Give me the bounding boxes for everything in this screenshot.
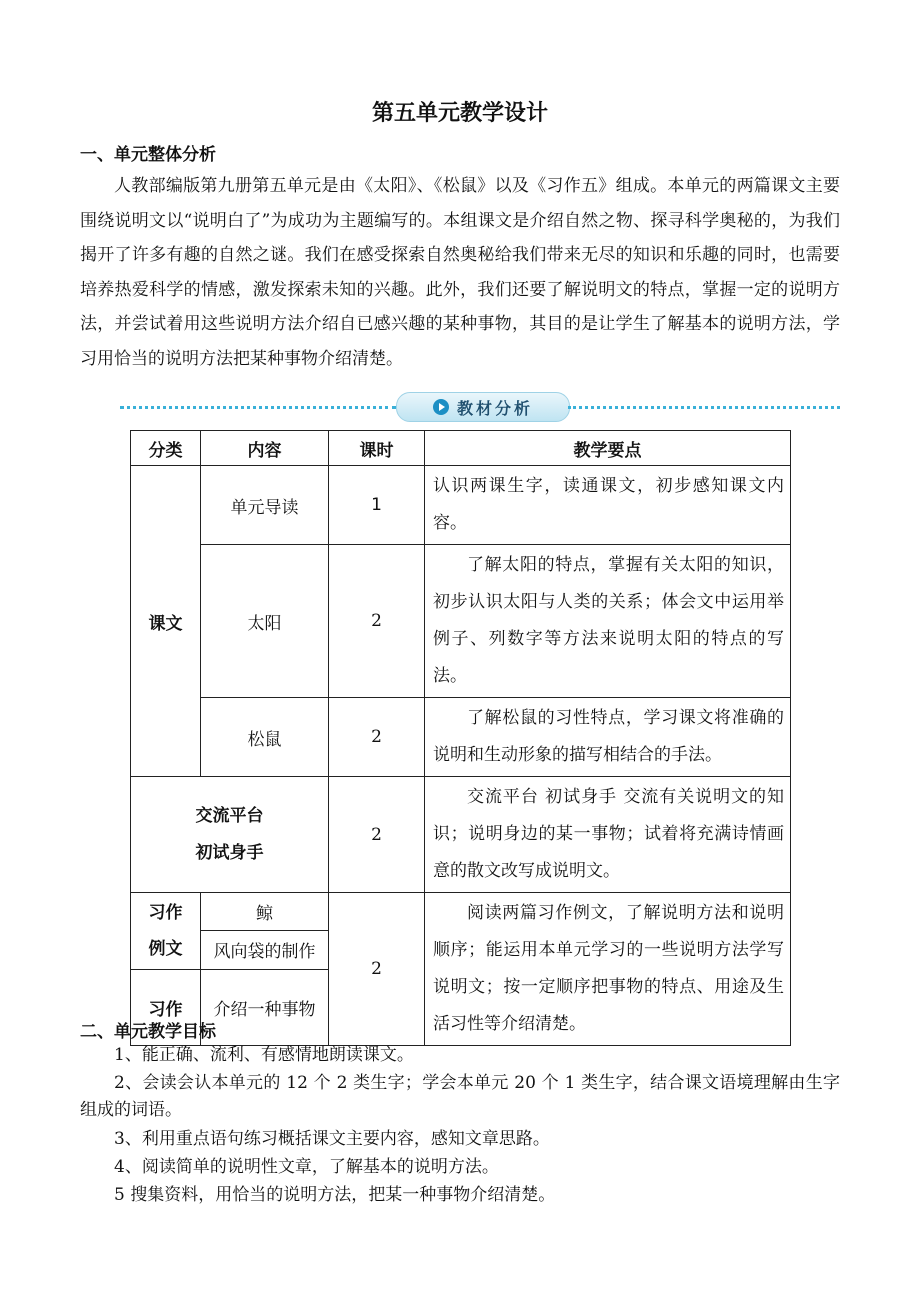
- category-example: [131, 893, 201, 970]
- dotted-divider-right: [568, 406, 840, 409]
- textbook-analysis-table: [130, 430, 791, 1046]
- table-row: [131, 545, 791, 698]
- table-row: [131, 466, 791, 545]
- points-cell: 了解太阳的特点，掌握有关太阳的知识，初步认识太阳与人类的关系；体会文中运用举例子、列数字等方法来说明太阳的特点的写法。: [425, 545, 791, 698]
- section-heading-goals: 二、单元教学目标: [80, 1022, 216, 1042]
- table-row: [131, 893, 791, 931]
- category-kewen: 课文: [131, 466, 201, 777]
- points-cell: 认识两课生字，读通课文，初步感知课文内容。: [425, 466, 791, 545]
- category-example-line1: 习作: [148, 903, 183, 923]
- hours-cell: 2: [329, 777, 425, 893]
- page-title: 第五单元教学设计: [371, 101, 548, 126]
- textbook-analysis-banner: [120, 392, 840, 422]
- section-heading-analysis: 一、单元整体分析: [80, 145, 216, 165]
- hours-cell: 2: [329, 893, 425, 1046]
- hours-cell: 2: [329, 698, 425, 777]
- banner-label: 教材分析: [456, 398, 533, 418]
- table-header-row: [131, 431, 791, 466]
- goal-item: 3、利用重点语句练习概括课文主要内容，感知文章思路。: [114, 1129, 550, 1149]
- goal-item: 2、会读会认本单元的 12 个 2 类生字；学会本单元 20 个 1 类生字，结合课文语境理解由生字组成的词语。: [80, 1073, 840, 1120]
- content-cell: 单元导读: [201, 466, 329, 545]
- goal-item: 1、能正确、流利、有感情地朗读课文。: [114, 1045, 414, 1065]
- content-cell: 松鼠: [201, 698, 329, 777]
- goal-item: 5 搜集资料，用恰当的说明方法，把某一种事物介绍清楚。: [114, 1185, 556, 1205]
- header-content: 内容: [201, 431, 329, 466]
- points-cell: 了解松鼠的习性特点，学习课文将准确的说明和生动形象的描写相结合的手法。: [425, 698, 791, 777]
- content-cell: 鲸: [201, 893, 329, 931]
- category-jiaoliu-line2: 初试身手: [195, 842, 264, 863]
- banner-pill: [396, 392, 570, 422]
- dotted-divider-left: [120, 406, 396, 409]
- category-jiaoliu-line1: 交流平台: [195, 805, 264, 826]
- points-cell: 交流平台 初试身手 交流有关说明文的知识；说明身边的某一事物；试着将充满诗情画意的散文改写成说明文。: [425, 777, 791, 893]
- analysis-paragraph: 人教部编版第九册第五单元是由《太阳》、《松鼠》以及《习作五》组成。本单元的两篇课文主要围绕说明文以“说明白了”为成功为主题编写的。本组课文是介绍自然之物、探寻科学奥秘的，为我们揭开了许多有趣的自然之谜。我们在感受探索自然奥秘给我们带来无尽的知识和乐趣的同时，也需要培养热爱科学的情感，激发探索未知的兴趣。此外，我们还要了解说明文的特点，掌握一定的说明方法，并尝试着用这些说明方法介绍自已感兴趣的某种事物，其目的是让学生了解基本的说明方法，学习用恰当的说明方法把某种事物介绍清楚。: [80, 176, 840, 369]
- points-cell: 阅读两篇习作例文，了解说明方法和说明顺序；能运用本单元学习的一些说明方法学写说明文；按一定顺序把事物的特点、用途及生活习性等介绍清楚。: [425, 893, 791, 1046]
- category-jiaoliu: [131, 777, 329, 893]
- content-cell: 风向袋的制作: [201, 930, 329, 969]
- goal-item: 4、阅读简单的说明性文章，了解基本的说明方法。: [114, 1157, 499, 1177]
- category-example-line2: 例文: [148, 939, 183, 959]
- hours-cell: 2: [329, 545, 425, 698]
- arrow-right-icon: [433, 399, 449, 415]
- table-row: [131, 698, 791, 777]
- content-cell: 介绍一种事物: [201, 970, 329, 1046]
- content-cell: 太阳: [201, 545, 329, 698]
- category-writing: 习作: [131, 970, 201, 1046]
- hours-cell: 1: [329, 466, 425, 545]
- table-row: [131, 777, 791, 893]
- header-hours: 课时: [329, 431, 425, 466]
- header-points: 教学要点: [425, 431, 791, 466]
- header-category: 分类: [131, 431, 201, 466]
